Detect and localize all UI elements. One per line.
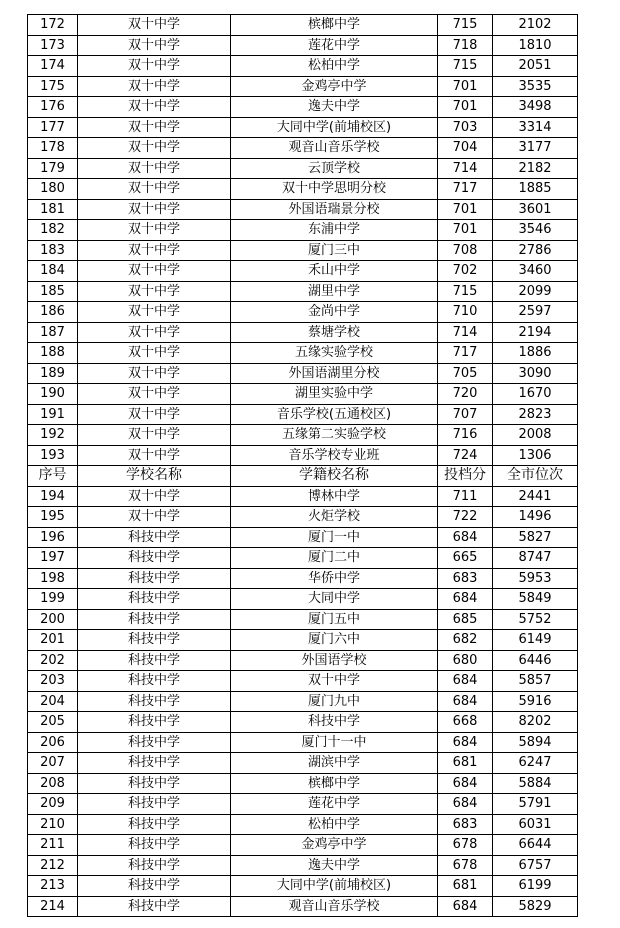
registered-school-cell: 云顶学校	[231, 158, 438, 179]
serial-cell: 188	[28, 343, 78, 364]
serial-cell: 174	[28, 56, 78, 77]
serial-cell: 207	[28, 753, 78, 774]
registered-school-cell: 外国语瑞景分校	[231, 199, 438, 220]
table-row	[28, 445, 578, 466]
city-rank-cell: 5827	[493, 527, 578, 548]
school-name-cell: 双十中学	[78, 138, 231, 159]
registered-school-cell: 湖里实验中学	[231, 384, 438, 405]
score-cell: 682	[438, 630, 493, 651]
city-rank-cell: 2441	[493, 486, 578, 507]
school-name-cell: 双十中学	[78, 117, 231, 138]
serial-cell: 197	[28, 548, 78, 569]
school-name-cell: 科技中学	[78, 589, 231, 610]
serial-cell: 201	[28, 630, 78, 651]
table-row	[28, 158, 578, 179]
table-row	[28, 425, 578, 446]
serial-cell: 214	[28, 896, 78, 917]
table-header-row	[28, 466, 578, 487]
registered-school-cell: 金鸡亭中学	[231, 76, 438, 97]
school-name-cell: 双十中学	[78, 302, 231, 323]
table-row	[28, 199, 578, 220]
score-cell: 684	[438, 773, 493, 794]
serial-cell: 213	[28, 876, 78, 897]
table-row	[28, 261, 578, 282]
table-row	[28, 302, 578, 323]
table-row	[28, 322, 578, 343]
score-cell: 678	[438, 855, 493, 876]
school-name-cell: 双十中学	[78, 199, 231, 220]
city-rank-cell: 全市位次	[493, 466, 578, 487]
table-row	[28, 507, 578, 528]
serial-cell: 184	[28, 261, 78, 282]
table-row	[28, 691, 578, 712]
admission-table-sheet	[27, 14, 578, 917]
score-cell: 678	[438, 835, 493, 856]
city-rank-cell: 6446	[493, 650, 578, 671]
registered-school-cell: 双十中学思明分校	[231, 179, 438, 200]
school-name-cell: 双十中学	[78, 35, 231, 56]
city-rank-cell: 2786	[493, 240, 578, 261]
city-rank-cell: 2051	[493, 56, 578, 77]
school-name-cell: 科技中学	[78, 527, 231, 548]
table-row	[28, 281, 578, 302]
registered-school-cell: 金鸡亭中学	[231, 835, 438, 856]
city-rank-cell: 6199	[493, 876, 578, 897]
table-row	[28, 876, 578, 897]
table-body	[28, 15, 578, 917]
serial-cell: 190	[28, 384, 78, 405]
registered-school-cell: 厦门六中	[231, 630, 438, 651]
city-rank-cell: 3535	[493, 76, 578, 97]
city-rank-cell: 5894	[493, 732, 578, 753]
serial-cell: 192	[28, 425, 78, 446]
city-rank-cell: 2823	[493, 404, 578, 425]
score-cell: 715	[438, 15, 493, 36]
score-cell: 714	[438, 158, 493, 179]
school-name-cell: 双十中学	[78, 97, 231, 118]
table-row	[28, 179, 578, 200]
score-cell: 711	[438, 486, 493, 507]
serial-cell: 序号	[28, 466, 78, 487]
school-name-cell: 双十中学	[78, 445, 231, 466]
table-row	[28, 35, 578, 56]
table-row	[28, 220, 578, 241]
city-rank-cell: 5884	[493, 773, 578, 794]
registered-school-cell: 大同中学(前埔校区)	[231, 876, 438, 897]
city-rank-cell: 5791	[493, 794, 578, 815]
city-rank-cell: 1670	[493, 384, 578, 405]
city-rank-cell: 2194	[493, 322, 578, 343]
serial-cell: 177	[28, 117, 78, 138]
city-rank-cell: 2099	[493, 281, 578, 302]
registered-school-cell: 厦门二中	[231, 548, 438, 569]
serial-cell: 176	[28, 97, 78, 118]
score-cell: 680	[438, 650, 493, 671]
school-name-cell: 双十中学	[78, 261, 231, 282]
score-cell: 投档分	[438, 466, 493, 487]
serial-cell: 189	[28, 363, 78, 384]
score-cell: 684	[438, 671, 493, 692]
score-cell: 705	[438, 363, 493, 384]
school-name-cell: 科技中学	[78, 855, 231, 876]
registered-school-cell: 莲花中学	[231, 794, 438, 815]
score-cell: 708	[438, 240, 493, 261]
school-name-cell: 科技中学	[78, 896, 231, 917]
table-row	[28, 671, 578, 692]
serial-cell: 195	[28, 507, 78, 528]
school-name-cell: 科技中学	[78, 568, 231, 589]
school-name-cell: 双十中学	[78, 322, 231, 343]
school-name-cell: 科技中学	[78, 835, 231, 856]
table-row	[28, 343, 578, 364]
serial-cell: 206	[28, 732, 78, 753]
table-row	[28, 97, 578, 118]
city-rank-cell: 1496	[493, 507, 578, 528]
serial-cell: 202	[28, 650, 78, 671]
score-cell: 703	[438, 117, 493, 138]
table-row	[28, 589, 578, 610]
score-cell: 684	[438, 691, 493, 712]
table-row	[28, 240, 578, 261]
registered-school-cell: 大同中学	[231, 589, 438, 610]
city-rank-cell: 5829	[493, 896, 578, 917]
registered-school-cell: 厦门五中	[231, 609, 438, 630]
school-name-cell: 双十中学	[78, 425, 231, 446]
table-row	[28, 732, 578, 753]
registered-school-cell: 科技中学	[231, 712, 438, 733]
registered-school-cell: 火炬学校	[231, 507, 438, 528]
score-cell: 684	[438, 527, 493, 548]
registered-school-cell: 厦门九中	[231, 691, 438, 712]
school-name-cell: 科技中学	[78, 671, 231, 692]
city-rank-cell: 2597	[493, 302, 578, 323]
city-rank-cell: 5916	[493, 691, 578, 712]
school-name-cell: 双十中学	[78, 56, 231, 77]
registered-school-cell: 观音山音乐学校	[231, 896, 438, 917]
school-name-cell: 双十中学	[78, 384, 231, 405]
table-row	[28, 527, 578, 548]
registered-school-cell: 五缘实验学校	[231, 343, 438, 364]
city-rank-cell: 3546	[493, 220, 578, 241]
serial-cell: 209	[28, 794, 78, 815]
school-name-cell: 双十中学	[78, 179, 231, 200]
registered-school-cell: 金尚中学	[231, 302, 438, 323]
city-rank-cell: 3177	[493, 138, 578, 159]
registered-school-cell: 双十中学	[231, 671, 438, 692]
table-row	[28, 548, 578, 569]
city-rank-cell: 2008	[493, 425, 578, 446]
registered-school-cell: 音乐学校专业班	[231, 445, 438, 466]
table-row	[28, 363, 578, 384]
registered-school-cell: 厦门十一中	[231, 732, 438, 753]
table-row	[28, 753, 578, 774]
city-rank-cell: 5849	[493, 589, 578, 610]
registered-school-cell: 音乐学校(五通校区)	[231, 404, 438, 425]
registered-school-cell: 松柏中学	[231, 56, 438, 77]
registered-school-cell: 观音山音乐学校	[231, 138, 438, 159]
city-rank-cell: 2102	[493, 15, 578, 36]
table-row	[28, 15, 578, 36]
registered-school-cell: 五缘第二实验学校	[231, 425, 438, 446]
school-name-cell: 科技中学	[78, 773, 231, 794]
school-name-cell: 双十中学	[78, 507, 231, 528]
serial-cell: 183	[28, 240, 78, 261]
score-cell: 701	[438, 97, 493, 118]
score-cell: 716	[438, 425, 493, 446]
score-cell: 702	[438, 261, 493, 282]
score-cell: 681	[438, 753, 493, 774]
registered-school-cell: 禾山中学	[231, 261, 438, 282]
score-cell: 720	[438, 384, 493, 405]
school-name-cell: 科技中学	[78, 712, 231, 733]
school-name-cell: 科技中学	[78, 814, 231, 835]
school-name-cell: 双十中学	[78, 343, 231, 364]
school-name-cell: 双十中学	[78, 281, 231, 302]
score-cell: 704	[438, 138, 493, 159]
score-cell: 701	[438, 220, 493, 241]
score-cell: 722	[438, 507, 493, 528]
serial-cell: 211	[28, 835, 78, 856]
serial-cell: 182	[28, 220, 78, 241]
school-name-cell: 双十中学	[78, 240, 231, 261]
table-row	[28, 896, 578, 917]
serial-cell: 172	[28, 15, 78, 36]
serial-cell: 180	[28, 179, 78, 200]
registered-school-cell: 厦门三中	[231, 240, 438, 261]
registered-school-cell: 大同中学(前埔校区)	[231, 117, 438, 138]
serial-cell: 200	[28, 609, 78, 630]
score-cell: 685	[438, 609, 493, 630]
score-cell: 714	[438, 322, 493, 343]
city-rank-cell: 3090	[493, 363, 578, 384]
table-row	[28, 712, 578, 733]
table-row	[28, 773, 578, 794]
serial-cell: 191	[28, 404, 78, 425]
registered-school-cell: 华侨中学	[231, 568, 438, 589]
serial-cell: 199	[28, 589, 78, 610]
table-row	[28, 855, 578, 876]
score-cell: 683	[438, 814, 493, 835]
table-row	[28, 630, 578, 651]
serial-cell: 186	[28, 302, 78, 323]
score-cell: 717	[438, 343, 493, 364]
score-cell: 710	[438, 302, 493, 323]
serial-cell: 208	[28, 773, 78, 794]
serial-cell: 175	[28, 76, 78, 97]
serial-cell: 173	[28, 35, 78, 56]
score-cell: 717	[438, 179, 493, 200]
score-cell: 707	[438, 404, 493, 425]
score-cell: 681	[438, 876, 493, 897]
registered-school-cell: 湖里中学	[231, 281, 438, 302]
serial-cell: 196	[28, 527, 78, 548]
registered-school-cell: 外国语湖里分校	[231, 363, 438, 384]
registered-school-cell: 外国语学校	[231, 650, 438, 671]
registered-school-cell: 博林中学	[231, 486, 438, 507]
serial-cell: 203	[28, 671, 78, 692]
serial-cell: 210	[28, 814, 78, 835]
city-rank-cell: 6644	[493, 835, 578, 856]
score-cell: 718	[438, 35, 493, 56]
school-name-cell: 双十中学	[78, 220, 231, 241]
admission-table	[27, 14, 578, 917]
table-row	[28, 117, 578, 138]
city-rank-cell: 3314	[493, 117, 578, 138]
score-cell: 684	[438, 896, 493, 917]
table-row	[28, 486, 578, 507]
serial-cell: 212	[28, 855, 78, 876]
city-rank-cell: 1886	[493, 343, 578, 364]
table-row	[28, 835, 578, 856]
registered-school-cell: 逸夫中学	[231, 855, 438, 876]
city-rank-cell: 5857	[493, 671, 578, 692]
table-row	[28, 56, 578, 77]
school-name-cell: 科技中学	[78, 876, 231, 897]
score-cell: 665	[438, 548, 493, 569]
registered-school-cell: 槟榔中学	[231, 15, 438, 36]
serial-cell: 198	[28, 568, 78, 589]
school-name-cell: 双十中学	[78, 363, 231, 384]
table-row	[28, 794, 578, 815]
school-name-cell: 学校名称	[78, 466, 231, 487]
serial-cell: 187	[28, 322, 78, 343]
table-row	[28, 76, 578, 97]
score-cell: 683	[438, 568, 493, 589]
city-rank-cell: 8202	[493, 712, 578, 733]
serial-cell: 185	[28, 281, 78, 302]
score-cell: 701	[438, 76, 493, 97]
score-cell: 724	[438, 445, 493, 466]
city-rank-cell: 8747	[493, 548, 578, 569]
city-rank-cell: 3601	[493, 199, 578, 220]
school-name-cell: 科技中学	[78, 630, 231, 651]
school-name-cell: 双十中学	[78, 404, 231, 425]
school-name-cell: 科技中学	[78, 548, 231, 569]
city-rank-cell: 1306	[493, 445, 578, 466]
school-name-cell: 科技中学	[78, 650, 231, 671]
table-row	[28, 650, 578, 671]
table-row	[28, 138, 578, 159]
serial-cell: 181	[28, 199, 78, 220]
school-name-cell: 双十中学	[78, 486, 231, 507]
serial-cell: 204	[28, 691, 78, 712]
school-name-cell: 双十中学	[78, 158, 231, 179]
table-row	[28, 384, 578, 405]
registered-school-cell: 蔡塘学校	[231, 322, 438, 343]
registered-school-cell: 槟榔中学	[231, 773, 438, 794]
city-rank-cell: 6031	[493, 814, 578, 835]
score-cell: 715	[438, 56, 493, 77]
school-name-cell: 科技中学	[78, 691, 231, 712]
score-cell: 701	[438, 199, 493, 220]
score-cell: 684	[438, 589, 493, 610]
table-row	[28, 404, 578, 425]
table-row	[28, 609, 578, 630]
city-rank-cell: 2182	[493, 158, 578, 179]
city-rank-cell: 6149	[493, 630, 578, 651]
city-rank-cell: 3460	[493, 261, 578, 282]
serial-cell: 179	[28, 158, 78, 179]
school-name-cell: 科技中学	[78, 794, 231, 815]
school-name-cell: 双十中学	[78, 76, 231, 97]
serial-cell: 193	[28, 445, 78, 466]
city-rank-cell: 1810	[493, 35, 578, 56]
school-name-cell: 科技中学	[78, 732, 231, 753]
registered-school-cell: 松柏中学	[231, 814, 438, 835]
serial-cell: 178	[28, 138, 78, 159]
registered-school-cell: 学籍校名称	[231, 466, 438, 487]
serial-cell: 194	[28, 486, 78, 507]
school-name-cell: 科技中学	[78, 609, 231, 630]
city-rank-cell: 6757	[493, 855, 578, 876]
table-row	[28, 568, 578, 589]
registered-school-cell: 湖滨中学	[231, 753, 438, 774]
city-rank-cell: 5752	[493, 609, 578, 630]
serial-cell: 205	[28, 712, 78, 733]
score-cell: 684	[438, 794, 493, 815]
score-cell: 715	[438, 281, 493, 302]
school-name-cell: 双十中学	[78, 15, 231, 36]
city-rank-cell: 5953	[493, 568, 578, 589]
school-name-cell: 科技中学	[78, 753, 231, 774]
city-rank-cell: 6247	[493, 753, 578, 774]
city-rank-cell: 3498	[493, 97, 578, 118]
city-rank-cell: 1885	[493, 179, 578, 200]
score-cell: 684	[438, 732, 493, 753]
table-row	[28, 814, 578, 835]
score-cell: 668	[438, 712, 493, 733]
registered-school-cell: 莲花中学	[231, 35, 438, 56]
registered-school-cell: 东浦中学	[231, 220, 438, 241]
registered-school-cell: 逸夫中学	[231, 97, 438, 118]
registered-school-cell: 厦门一中	[231, 527, 438, 548]
